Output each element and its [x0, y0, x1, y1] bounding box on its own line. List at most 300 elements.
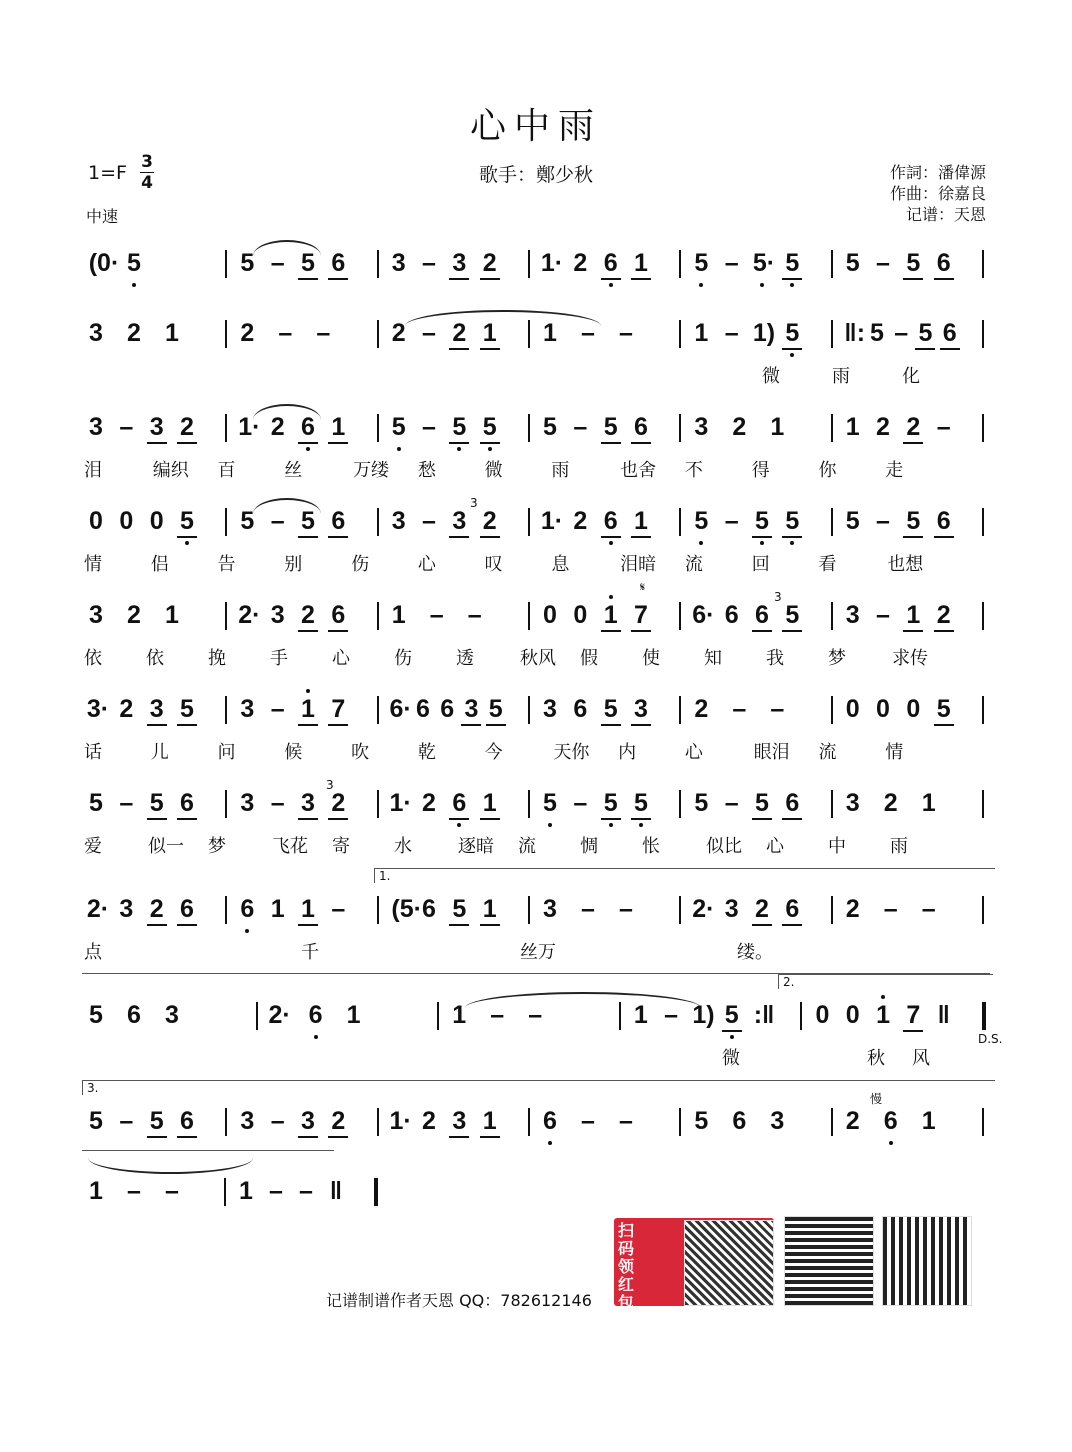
lyric: 丝 [284, 460, 303, 481]
note: 5 [486, 694, 506, 726]
tie-slur [253, 240, 321, 256]
qr-code-icon[interactable] [784, 1216, 874, 1306]
lyric: 万缕 [353, 460, 390, 481]
note: 1 [298, 894, 318, 926]
note: 1 [903, 600, 923, 632]
note: 5 [782, 248, 802, 280]
barline [831, 1108, 833, 1136]
score-system [0, 506, 1072, 596]
note: 5 [177, 506, 197, 538]
barline [528, 508, 530, 536]
note: 2 [119, 695, 134, 723]
note: 2 [480, 248, 500, 280]
note: – [270, 1107, 285, 1135]
note: 6 [752, 600, 772, 632]
note: 1 [452, 1001, 467, 1029]
barline [528, 1108, 530, 1136]
barline [982, 696, 984, 724]
note: 5 [601, 788, 621, 820]
note: 2 [573, 507, 588, 535]
note: 1 [165, 319, 179, 347]
lyric: 侣 [150, 554, 169, 575]
lyric: 透 [456, 648, 474, 669]
note: 5 [240, 249, 255, 277]
note: 1 [921, 789, 936, 817]
note: 2 [422, 1107, 436, 1135]
note: – [422, 319, 436, 347]
lyric: 眼泪 [753, 742, 790, 763]
lyric: 心 [684, 742, 703, 763]
score-system [0, 412, 1072, 502]
note: – [299, 1177, 313, 1205]
note: 7 [631, 600, 651, 632]
note: 5 [177, 694, 197, 726]
barline [377, 790, 379, 818]
lyric: 情 [885, 742, 904, 763]
note: 5 [845, 249, 860, 277]
note: 2 [876, 413, 890, 441]
note: 1· [540, 507, 564, 535]
note: 1 [770, 413, 785, 441]
note: 3 [270, 601, 285, 629]
barline [679, 602, 681, 630]
segno-sign: 𝄋 [640, 580, 646, 594]
lyric: 使 [642, 648, 660, 669]
barline [679, 508, 681, 536]
barline [225, 414, 227, 442]
note: 2 [752, 894, 772, 926]
note: 5 [691, 506, 711, 536]
note: – [270, 695, 285, 723]
note: 5 [694, 1107, 709, 1135]
note: – [883, 895, 898, 923]
note: 6 [328, 600, 348, 632]
barline [528, 602, 530, 630]
credits [890, 162, 986, 225]
barline [377, 602, 379, 630]
tempo: 中速 [86, 207, 119, 226]
barline [679, 896, 681, 924]
note: – [316, 319, 331, 347]
lyric: 微 [762, 366, 780, 387]
note: 5 [782, 318, 802, 350]
note: 0 [89, 507, 103, 535]
note: 6 [177, 788, 197, 820]
grace-note: 3 [326, 778, 334, 792]
note: 6· [389, 695, 412, 723]
note: 2 [328, 1106, 348, 1138]
lyric: 怅 [642, 836, 660, 857]
note: 1 [480, 318, 500, 350]
lyric: 求传 [892, 648, 928, 669]
note: – [619, 319, 633, 347]
note: – [936, 413, 951, 441]
note: – [270, 249, 285, 277]
note: – [528, 1001, 543, 1029]
note: 3 [449, 248, 469, 280]
note: 3 [724, 895, 739, 923]
note: 5 [782, 600, 802, 632]
lyric: 点 [84, 942, 102, 963]
barline [377, 508, 379, 536]
lyric: 挽 [208, 648, 226, 669]
note: 1 [845, 413, 860, 441]
note: 2 [422, 789, 436, 817]
lyric: 丝万 [520, 942, 556, 963]
note: – [490, 1001, 505, 1029]
note: – [269, 1177, 283, 1205]
note: 1 [165, 601, 179, 629]
note: 0 [573, 601, 588, 629]
barline [679, 696, 681, 724]
note: 6 [328, 506, 348, 538]
lyric: 逐暗 [458, 836, 494, 857]
barline [679, 1108, 681, 1136]
note: – [573, 413, 588, 441]
barline [831, 790, 833, 818]
note: 5 [449, 412, 469, 444]
lyric: 泪 [84, 460, 102, 481]
note: 6 [440, 695, 455, 723]
note: 3 [449, 1106, 469, 1138]
footer-credit: 记谱制谱作者天恩 QQ：782612146 [326, 1291, 592, 1310]
note: 5 [782, 506, 802, 538]
barline [528, 896, 530, 924]
note: 3 [240, 1107, 255, 1135]
barline [679, 320, 681, 348]
note: – [422, 507, 436, 535]
lyric: 泪暗 [620, 554, 657, 575]
note: – [921, 895, 936, 923]
note: 5 [903, 506, 923, 538]
lyric: 缕。 [737, 942, 773, 963]
note: 2 [732, 413, 747, 441]
score-system [0, 1000, 1072, 1090]
note: 0 [543, 601, 557, 629]
note: – [270, 789, 285, 817]
note: 6 [732, 1107, 747, 1135]
note: 3 [89, 319, 103, 347]
note: 5 [601, 694, 621, 726]
lyric: 寄 [332, 836, 350, 857]
lyric: 回 [751, 554, 770, 575]
note: 1 [601, 600, 621, 632]
note: 3 [694, 413, 709, 441]
note: – [876, 507, 890, 535]
note: 2 [903, 412, 923, 444]
note: 2 [573, 249, 588, 277]
note: – [724, 507, 739, 535]
lyric: 秋风 [520, 648, 556, 669]
note: – [724, 789, 739, 817]
note: 5 [389, 412, 409, 442]
lyric: 内 [618, 742, 637, 763]
barline [224, 1178, 226, 1206]
note: 6 [298, 412, 318, 444]
barline [831, 896, 833, 924]
note: 3 [845, 789, 860, 817]
lyric: 雨 [832, 366, 850, 387]
note: 3 [298, 788, 318, 820]
lyric: 似比 [706, 836, 742, 857]
note: 2 [177, 412, 197, 444]
lyric: 息 [551, 554, 570, 575]
note: 3 [631, 694, 651, 726]
barline [377, 320, 379, 348]
lyric: 候 [284, 742, 303, 763]
note: 2 [883, 789, 898, 817]
note: 1) [752, 319, 776, 347]
barline [374, 1178, 378, 1206]
lyric: 我 [766, 648, 784, 669]
barline [800, 1002, 802, 1030]
note: 2 [934, 600, 954, 632]
note: 6 [782, 894, 802, 926]
lyric: 流 [684, 554, 703, 575]
barline [679, 790, 681, 818]
note: 5 [89, 1107, 103, 1135]
note: ‖ [329, 1177, 343, 1205]
volta-1: 1. [374, 868, 995, 883]
note: 2 [449, 318, 469, 350]
note: 0 [876, 695, 890, 723]
barline [831, 696, 833, 724]
note: 3· [86, 695, 110, 723]
note: 5· [752, 249, 776, 277]
dal-segno: D.S. [978, 1032, 1003, 1046]
lyric: 心 [766, 836, 784, 857]
lyric: 吹 [351, 742, 370, 763]
note: – [581, 895, 595, 923]
lyric: 别 [284, 554, 303, 575]
score-system [0, 318, 1072, 408]
note: – [278, 319, 293, 347]
note: 0 [815, 1001, 830, 1029]
barline [225, 602, 227, 630]
volta-2: 2. [778, 974, 993, 989]
note: 2 [127, 601, 141, 629]
lyric: 也舍 [620, 460, 657, 481]
barline [377, 414, 379, 442]
note: 6 [328, 248, 348, 280]
note: 6 [177, 894, 197, 926]
note: 3 [147, 694, 167, 726]
barline [679, 250, 681, 278]
note: 5 [869, 319, 884, 347]
lyric: 情 [84, 554, 102, 575]
note: 2 [694, 695, 709, 723]
note: 3 [89, 413, 103, 441]
note: – [429, 601, 444, 629]
lyric: 中 [828, 836, 846, 857]
note: – [724, 319, 739, 347]
note: – [573, 789, 588, 817]
note: 6 [177, 1106, 197, 1138]
note: 6 [601, 248, 621, 280]
note: – [119, 789, 134, 817]
note: 3 [298, 1106, 318, 1138]
transcriber: 记谱：天恩 [905, 205, 986, 224]
lyric: 乾 [417, 742, 436, 763]
note: 2 [127, 319, 141, 347]
note: 2· [692, 895, 715, 923]
note: 6 [540, 1106, 560, 1136]
note: 5 [89, 1001, 103, 1029]
note: 7 [903, 1000, 923, 1032]
lyric: 流 [818, 742, 837, 763]
note: 7 [328, 694, 348, 726]
barline [225, 896, 227, 924]
note: 1 [633, 1001, 648, 1029]
barline [831, 320, 833, 348]
note: 3 [543, 695, 557, 723]
note: – [422, 413, 436, 441]
barline [528, 250, 530, 278]
lyric: 流 [518, 836, 536, 857]
note: 6 [422, 895, 436, 923]
note: 6 [724, 601, 739, 629]
note: 3 [240, 695, 255, 723]
note: 5 [601, 412, 621, 444]
song-title: 心中雨 [469, 106, 602, 147]
lyric: 似一 [148, 836, 184, 857]
lyric: 心 [417, 554, 436, 575]
time-signature [140, 152, 154, 193]
lyric: 惆 [580, 836, 598, 857]
note: 3 [240, 789, 255, 817]
note: 5 [752, 788, 772, 820]
note: 5 [903, 248, 923, 280]
note: 5 [722, 1000, 742, 1032]
note: 6 [934, 248, 954, 280]
note: 2 [328, 788, 348, 820]
note: – [581, 319, 595, 347]
lyric: 千 [301, 942, 319, 963]
barline [377, 250, 379, 278]
lyricist: 作詞：潘偉源 [889, 163, 986, 182]
barline [225, 250, 227, 278]
note: – [422, 249, 436, 277]
note: 1) [692, 1001, 715, 1029]
barline [256, 1002, 258, 1030]
note: 5 [449, 894, 469, 926]
note: 3 [89, 601, 103, 629]
note: 1 [328, 412, 348, 444]
lyric: 问 [217, 742, 236, 763]
lyric: 风 [912, 1048, 930, 1069]
lyric: 编织 [152, 460, 189, 481]
note: (0· [88, 249, 120, 277]
composer: 作曲：徐嘉良 [889, 184, 986, 203]
note: 6· [692, 601, 715, 629]
note: 1· [389, 789, 412, 817]
barline [982, 414, 984, 442]
lyric: 秋 [867, 1048, 885, 1069]
note: – [724, 249, 739, 277]
note: – [119, 413, 134, 441]
barline [982, 1108, 984, 1136]
red-envelope-text: 扫码领红包 [618, 1221, 635, 1312]
note: 5 [543, 413, 557, 441]
lyric: 依 [146, 648, 164, 669]
note: 1 [694, 319, 709, 347]
lyric: 愁 [417, 460, 436, 481]
note: – [770, 695, 785, 723]
note: 0 [149, 507, 164, 535]
note: 3 [165, 1001, 179, 1029]
note: – [876, 601, 890, 629]
note: 6 [573, 695, 588, 723]
note: 0 [845, 1001, 860, 1029]
note: 3 [391, 249, 406, 277]
lyric: 不 [684, 460, 703, 481]
note: 5 [845, 507, 860, 535]
note: – [619, 895, 633, 923]
note: 1· [540, 249, 564, 277]
note: 2 [845, 1107, 860, 1135]
lyric: 得 [751, 460, 770, 481]
note: 5 [147, 1106, 167, 1138]
barline [377, 896, 379, 924]
note: 5 [480, 412, 500, 444]
note: 5 [298, 506, 318, 538]
note: – [732, 695, 747, 723]
note: (5· [391, 895, 422, 923]
note: 3 [119, 895, 134, 923]
note: 5 [631, 788, 651, 820]
barline [225, 508, 227, 536]
qr-code-icon[interactable] [882, 1216, 972, 1306]
note: 3 [147, 412, 167, 444]
note: – [581, 1107, 595, 1135]
note: ‖ [937, 1001, 950, 1029]
barline [982, 602, 984, 630]
barline [831, 602, 833, 630]
note: – [876, 249, 890, 277]
note: 5 [694, 789, 709, 817]
note: 3 [543, 895, 557, 923]
note: 1 [270, 895, 285, 923]
note: 0 [119, 507, 134, 535]
note: 1· [389, 1107, 412, 1135]
note: – [331, 895, 346, 923]
qr-code-icon[interactable] [684, 1220, 774, 1306]
barline [831, 508, 833, 536]
note: 6 [415, 695, 430, 723]
note: 1 [480, 894, 500, 926]
lyric: 也想 [887, 554, 924, 575]
note: 6 [631, 412, 651, 444]
note: 6 [449, 788, 469, 820]
note: 5 [89, 789, 103, 817]
note: 5 [147, 788, 167, 820]
barline [528, 414, 530, 442]
note: 1 [921, 1107, 936, 1135]
note: 3 [391, 507, 406, 535]
lyric: 飞花 [272, 836, 308, 857]
barline [982, 250, 984, 278]
lyric: 伤 [394, 648, 412, 669]
note: 2 [147, 894, 167, 926]
lyric: 假 [580, 648, 598, 669]
time-denominator: 4 [141, 173, 153, 193]
barline [831, 250, 833, 278]
grace-note: 3 [774, 590, 782, 604]
note: – [619, 1107, 633, 1135]
note: – [165, 1177, 179, 1205]
key-label: 1=F [88, 162, 127, 184]
note: 2· [238, 601, 261, 629]
